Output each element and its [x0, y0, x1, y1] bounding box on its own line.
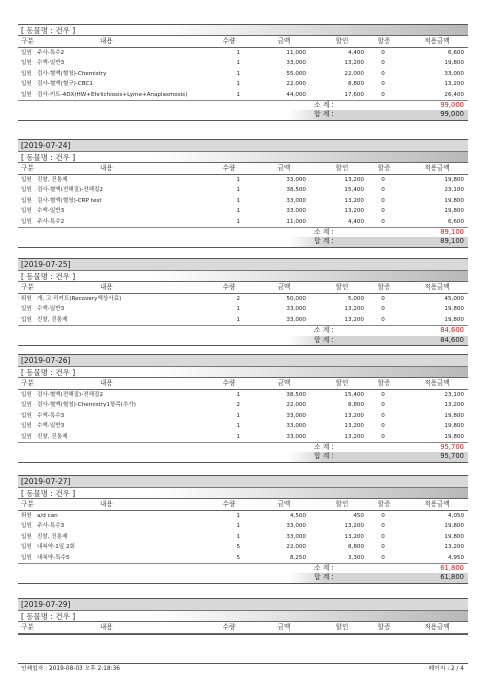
item-row	[18, 185, 468, 195]
item-category: 입원	[21, 177, 32, 183]
item-row	[18, 400, 468, 410]
header-description: 내용	[100, 164, 113, 172]
item-tax: 0	[381, 296, 385, 302]
item-total: 19,800	[444, 60, 464, 67]
column-header-row	[18, 622, 468, 634]
item-category: 입원	[21, 433, 32, 440]
column-header-row	[18, 36, 468, 48]
grand-total-row	[18, 573, 468, 583]
item-amount: 22,000	[286, 402, 306, 409]
item-discount: 4,400	[347, 218, 364, 225]
item-discount: 13,200	[344, 306, 364, 313]
item-description: 검사-혈액(혈구)-CBC1	[37, 81, 93, 88]
item-category: 입원	[21, 306, 32, 313]
subtotal-value: 99,000	[440, 100, 464, 109]
grand-total-label: 합 계 :	[314, 335, 334, 344]
item-total: 23,100	[444, 392, 464, 398]
item-discount: 450	[353, 513, 364, 519]
header-amount: 금액	[277, 379, 291, 387]
item-discount: 17,600	[344, 91, 364, 98]
header-quantity: 수량	[222, 283, 236, 291]
item-list	[18, 294, 468, 325]
item-amount: 22,000	[286, 81, 306, 88]
subtotal-value: 61,800	[440, 563, 464, 572]
item-total: 13,200	[444, 544, 464, 551]
item-list	[18, 175, 468, 227]
header-total: 적용금액	[424, 623, 450, 631]
header-description: 내용	[100, 37, 113, 45]
item-total: 33,000	[444, 70, 464, 77]
animal-name-bar: [ 동물명 : 건우 ]	[18, 611, 468, 622]
item-row	[18, 294, 468, 304]
page-number: 페이지 : 2 / 4	[428, 666, 464, 672]
header-discount: 할인	[335, 379, 349, 387]
item-amount: 33,000	[286, 306, 306, 313]
header-description: 내용	[100, 623, 113, 631]
item-amount: 4,500	[289, 513, 306, 519]
item-category: 입원	[21, 70, 32, 77]
header-category: 구분	[21, 379, 34, 387]
header-category: 구분	[21, 623, 34, 631]
item-tax: 0	[381, 208, 385, 215]
subtotal-value: 84,600	[440, 326, 464, 335]
item-amount: 11,000	[286, 50, 306, 56]
item-description: 주사-특수2	[37, 50, 65, 56]
item-total: 19,800	[444, 208, 464, 215]
grand-total-row	[18, 452, 468, 462]
header-total: 적용금액	[424, 164, 450, 172]
item-tax: 0	[381, 513, 385, 519]
item-quantity: 5	[236, 554, 240, 561]
item-total: 13,200	[444, 402, 464, 409]
item-category: 입원	[21, 197, 32, 204]
item-row	[18, 48, 468, 58]
header-discount: 할인	[335, 164, 349, 172]
item-description: 검사-혈액(혈청)-Chemistry	[37, 70, 107, 77]
item-row	[18, 521, 468, 531]
header-tax: 할증	[377, 623, 391, 631]
date-bar: [2019-07-25]	[18, 259, 468, 271]
invoice-section	[18, 475, 468, 584]
item-total: 19,800	[444, 533, 464, 540]
item-amount: 33,000	[286, 433, 306, 440]
item-category: 입원	[21, 208, 32, 215]
item-discount: 13,200	[344, 412, 364, 419]
item-amount: 33,000	[286, 423, 306, 430]
item-description: 주사-특수2	[37, 218, 65, 225]
item-quantity: 1	[236, 306, 240, 313]
header-tax: 할증	[377, 164, 391, 172]
item-tax: 0	[381, 60, 385, 67]
item-description: 검사-혈액(혈청)-Chemistry1항목(추가)	[37, 402, 136, 409]
grand-total-value: 95,700	[440, 452, 464, 461]
item-list	[18, 390, 468, 442]
item-category: 입원	[21, 544, 32, 551]
item-amount: 33,000	[286, 60, 306, 67]
item-discount: 15,400	[344, 392, 364, 398]
item-tax: 0	[381, 523, 385, 530]
item-row	[18, 315, 468, 325]
item-quantity: 1	[236, 187, 240, 194]
header-description: 내용	[100, 283, 113, 291]
header-tax: 할증	[377, 37, 391, 45]
item-amount: 11,000	[286, 218, 306, 225]
item-tax: 0	[381, 70, 385, 77]
animal-name-bar: [ 동물명 : 건우 ]	[18, 25, 468, 36]
item-description: 수액-일반3	[37, 60, 65, 67]
item-quantity: 1	[236, 70, 240, 77]
date-bar: [2019-07-26]	[18, 355, 468, 367]
item-description: 진찰, 진통제	[37, 316, 68, 323]
item-tax: 0	[381, 402, 385, 409]
item-amount: 8,250	[289, 554, 306, 561]
subtotal-value: 89,100	[440, 227, 464, 236]
subtotal-row	[18, 325, 468, 336]
item-category: 입원	[21, 533, 32, 540]
item-discount: 8,800	[347, 544, 364, 551]
item-discount: 13,200	[344, 433, 364, 440]
item-quantity: 1	[236, 91, 240, 98]
item-quantity: 1	[236, 60, 240, 67]
item-tax: 0	[381, 392, 385, 398]
item-category: 입원	[21, 402, 32, 409]
header-discount: 할인	[335, 37, 349, 45]
invoice-section	[18, 598, 468, 635]
header-tax: 할증	[377, 283, 391, 291]
column-header-row	[18, 378, 468, 390]
page-footer	[18, 663, 468, 674]
column-header-row	[18, 282, 468, 294]
header-quantity: 수량	[222, 37, 236, 45]
item-row	[18, 58, 468, 68]
item-total: 4,950	[447, 554, 464, 561]
item-tax: 0	[381, 91, 385, 98]
subtotal-value: 95,700	[440, 442, 464, 451]
item-quantity: 1	[236, 197, 240, 204]
grand-total-row	[18, 110, 468, 120]
item-row	[18, 511, 468, 521]
item-discount: 5,000	[347, 296, 364, 302]
header-quantity: 수량	[222, 623, 236, 631]
header-tax: 할증	[377, 500, 391, 508]
date-bar: [2019-07-29]	[18, 599, 468, 611]
item-row	[18, 421, 468, 431]
item-tax: 0	[381, 433, 385, 440]
item-description: 주사-특수3	[37, 523, 65, 530]
item-quantity: 1	[236, 523, 240, 530]
header-tax: 할증	[377, 379, 391, 387]
item-total: 19,800	[444, 423, 464, 430]
header-description: 내용	[100, 379, 113, 387]
item-list	[18, 48, 468, 100]
item-category: 입원	[21, 91, 32, 98]
header-description: 내용	[100, 500, 113, 508]
item-row	[18, 390, 468, 400]
item-description: 검사-혈액(혈청)-CRP test	[37, 197, 102, 204]
item-total: 6,600	[447, 50, 464, 56]
item-description: 검사-혈액(전해질)-전해질2	[37, 392, 103, 398]
subtotal-row	[18, 227, 468, 238]
item-amount: 22,000	[286, 544, 306, 551]
item-total: 13,200	[444, 81, 464, 88]
item-amount: 38,500	[286, 392, 306, 398]
item-list	[18, 511, 468, 563]
item-tax: 0	[381, 50, 385, 56]
item-amount: 33,000	[286, 533, 306, 540]
item-total: 19,800	[444, 316, 464, 323]
item-description: 진찰, 진통제	[37, 177, 68, 183]
item-discount: 8,800	[347, 81, 364, 88]
item-row	[18, 79, 468, 89]
item-discount: 13,200	[344, 60, 364, 67]
item-total: 26,400	[444, 91, 464, 98]
item-category: 입원	[21, 523, 32, 530]
item-tax: 0	[381, 533, 385, 540]
item-description: 수액-일반3	[37, 306, 65, 313]
item-total: 19,800	[444, 197, 464, 204]
subtotal-label: 소 계 :	[314, 227, 334, 236]
item-discount: 8,800	[347, 402, 364, 409]
grand-total-row	[18, 237, 468, 247]
item-description: 수액-일반3	[37, 208, 65, 215]
subtotal-label: 소 계 :	[314, 442, 334, 451]
item-amount: 55,000	[286, 70, 306, 77]
item-quantity: 1	[236, 218, 240, 225]
item-quantity: 1	[236, 433, 240, 440]
subtotal-row	[18, 563, 468, 574]
header-discount: 할인	[335, 283, 349, 291]
header-discount: 할인	[335, 623, 349, 631]
date-bar: [2019-07-27]	[18, 476, 468, 488]
item-description: 내복약-1일 2회	[37, 544, 75, 551]
item-total: 45,000	[444, 296, 464, 302]
item-discount: 13,200	[344, 177, 364, 183]
item-tax: 0	[381, 218, 385, 225]
item-description: a/d can	[37, 513, 58, 519]
item-amount: 33,000	[286, 316, 306, 323]
item-category: 퇴원	[21, 513, 32, 519]
item-total: 19,800	[444, 433, 464, 440]
header-quantity: 수량	[222, 164, 236, 172]
item-discount: 13,200	[344, 533, 364, 540]
item-row	[18, 90, 468, 100]
item-amount: 38,500	[286, 187, 306, 194]
item-discount: 22,000	[344, 70, 364, 77]
item-quantity: 1	[236, 412, 240, 419]
item-quantity: 1	[236, 392, 240, 398]
item-tax: 0	[381, 423, 385, 430]
invoice-section	[18, 139, 468, 248]
grand-total-value: 89,100	[440, 237, 464, 246]
item-total: 4,050	[447, 513, 464, 519]
item-description: 진찰, 진통제	[37, 533, 68, 540]
item-discount: 15,400	[344, 187, 364, 194]
item-amount: 50,000	[286, 296, 306, 302]
item-quantity: 1	[236, 208, 240, 215]
item-quantity: 1	[236, 177, 240, 183]
header-amount: 금액	[277, 283, 291, 291]
header-discount: 할인	[335, 500, 349, 508]
item-quantity: 1	[236, 81, 240, 88]
item-amount: 33,000	[286, 412, 306, 419]
header-total: 적용금액	[424, 283, 450, 291]
header-amount: 금액	[277, 37, 291, 45]
item-category: 입원	[21, 50, 32, 56]
item-row	[18, 553, 468, 563]
item-category: 입원	[21, 218, 32, 225]
subtotal-label: 소 계 :	[314, 326, 334, 335]
item-row	[18, 432, 468, 442]
item-category: 퇴원	[21, 296, 32, 302]
subtotal-row	[18, 442, 468, 453]
invoice-section	[18, 354, 468, 463]
item-row	[18, 175, 468, 185]
animal-name-bar: [ 동물명 : 건우 ]	[18, 367, 468, 378]
item-category: 입원	[21, 423, 32, 430]
header-category: 구분	[21, 164, 34, 172]
column-header-row	[18, 499, 468, 511]
subtotal-label: 소 계 :	[314, 100, 334, 109]
animal-name-bar: [ 동물명 : 건우 ]	[18, 152, 468, 163]
item-tax: 0	[381, 316, 385, 323]
animal-name-bar: [ 동물명 : 건우 ]	[18, 488, 468, 499]
date-bar: [2019-07-24]	[18, 140, 468, 152]
item-category: 입원	[21, 392, 32, 398]
item-category: 입원	[21, 554, 32, 561]
item-description: 검사-혈액(전해질)-전해질2	[37, 187, 103, 194]
item-discount: 13,200	[344, 316, 364, 323]
animal-name-bar: [ 동물명 : 건우 ]	[18, 271, 468, 282]
item-discount: 13,200	[344, 523, 364, 530]
item-row	[18, 304, 468, 314]
item-row	[18, 69, 468, 79]
grand-total-value: 84,600	[440, 335, 464, 344]
item-row	[18, 542, 468, 552]
subtotal-row	[18, 100, 468, 111]
header-amount: 금액	[277, 164, 291, 172]
item-row	[18, 532, 468, 542]
invoice-section	[18, 24, 468, 121]
item-category: 입원	[21, 412, 32, 419]
item-amount: 33,000	[286, 197, 306, 204]
item-description: 수액-특수3	[37, 412, 65, 419]
column-header-row	[18, 163, 468, 175]
item-discount: 4,400	[347, 50, 364, 56]
item-total: 19,800	[444, 523, 464, 530]
header-total: 적용금액	[424, 500, 450, 508]
header-total: 적용금액	[424, 37, 450, 45]
grand-total-label: 합 계 :	[314, 452, 334, 461]
grand-total-label: 합 계 :	[314, 110, 334, 119]
invoice-section	[18, 258, 468, 346]
item-description: 내복약-특수5	[37, 554, 70, 561]
item-discount: 13,200	[344, 197, 364, 204]
item-total: 19,800	[444, 306, 464, 313]
item-quantity: 1	[236, 533, 240, 540]
header-quantity: 수량	[222, 500, 236, 508]
item-tax: 0	[381, 544, 385, 551]
item-quantity: 1	[236, 423, 240, 430]
item-discount: 13,200	[344, 423, 364, 430]
header-amount: 금액	[277, 500, 291, 508]
item-quantity: 5	[236, 544, 240, 551]
item-tax: 0	[381, 554, 385, 561]
item-row	[18, 217, 468, 227]
item-amount: 44,000	[286, 91, 306, 98]
item-tax: 0	[381, 187, 385, 194]
subtotal-label: 소 계 :	[314, 563, 334, 572]
header-category: 구분	[21, 37, 34, 45]
item-quantity: 1	[236, 50, 240, 56]
item-description: 수액-일반3	[37, 423, 65, 430]
item-row	[18, 411, 468, 421]
header-category: 구분	[21, 283, 34, 291]
item-category: 입원	[21, 187, 32, 194]
item-total: 19,800	[444, 412, 464, 419]
item-category: 입원	[21, 316, 32, 323]
item-discount: 13,200	[344, 208, 364, 215]
item-total: 19,800	[444, 177, 464, 183]
item-discount: 3,300	[347, 554, 364, 561]
item-tax: 0	[381, 412, 385, 419]
print-date: 인쇄일자 : 2019-08-03 오후 2:18:36	[21, 666, 120, 672]
item-category: 입원	[21, 81, 32, 88]
item-quantity: 1	[236, 316, 240, 323]
grand-total-label: 합 계 :	[314, 237, 334, 246]
item-description: 개, 고 리커트(Recovery액상사료)	[37, 296, 122, 302]
item-category: 입원	[21, 60, 32, 67]
item-tax: 0	[381, 177, 385, 183]
header-total: 적용금액	[424, 379, 450, 387]
item-description: 진찰, 진통제	[37, 433, 68, 440]
item-row	[18, 196, 468, 206]
item-total: 6,600	[447, 218, 464, 225]
item-tax: 0	[381, 306, 385, 313]
item-total: 23,100	[444, 187, 464, 194]
item-quantity: 1	[236, 513, 240, 519]
grand-total-label: 합 계 :	[314, 573, 334, 582]
item-amount: 33,000	[286, 177, 306, 183]
item-quantity: 2	[236, 402, 240, 409]
header-quantity: 수량	[222, 379, 236, 387]
grand-total-value: 61,800	[440, 573, 464, 582]
header-amount: 금액	[277, 623, 291, 631]
item-amount: 33,000	[286, 208, 306, 215]
header-category: 구분	[21, 500, 34, 508]
item-amount: 33,000	[286, 523, 306, 530]
item-tax: 0	[381, 81, 385, 88]
item-row	[18, 206, 468, 216]
grand-total-value: 99,000	[440, 110, 464, 119]
item-description: 검사-키트-4DX(HW+Ehrlichiosis+Lyme+Anaplasmosis)	[37, 91, 188, 98]
item-quantity: 2	[236, 296, 240, 302]
item-tax: 0	[381, 197, 385, 204]
grand-total-row	[18, 336, 468, 346]
